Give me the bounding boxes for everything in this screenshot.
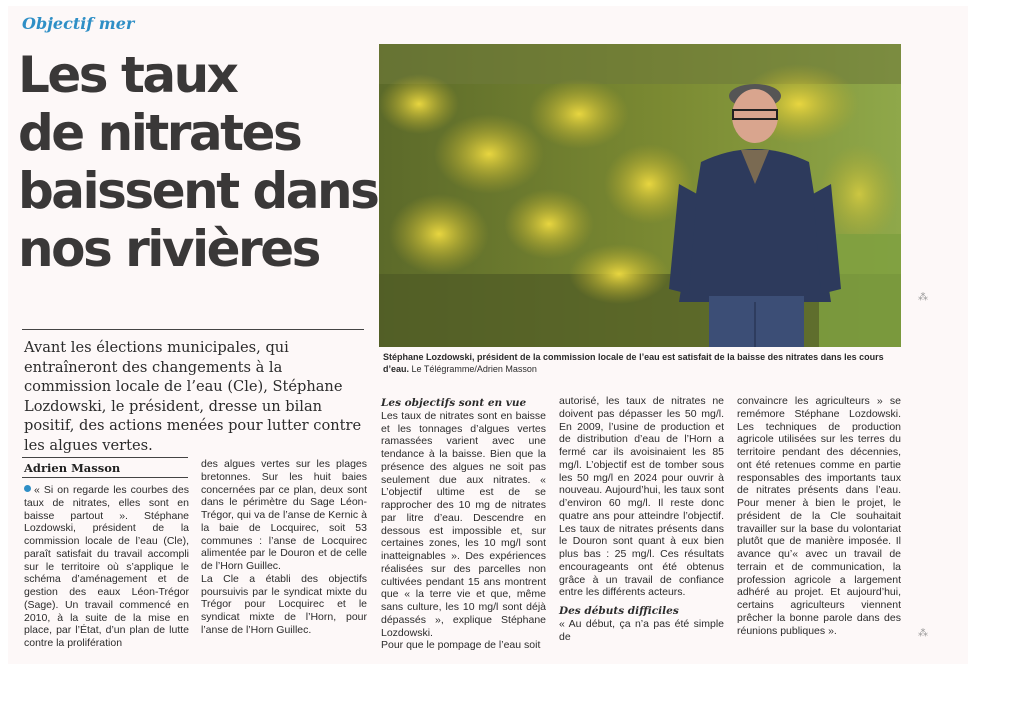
chapeau: Avant les élections municipales, qui entraîneront des changements à la commission locale de l’eau (Cle), Stéphane Lozdowski, le président, dresse un bilan positif, des actions menées pour lutter contre les algues vertes. bbox=[24, 339, 362, 454]
paragraph: convaincre les agriculteurs » se remémore Stéphane Lozdowski. Les techniques de production agricole utilisées sur les terres du territoire pendant des décennies, ont été retenues comme en partie responsables des importants taux de nitrates présents dans l’eau. Pour mener à bien le projet, le président de la Cle souhaitait travailler sur la base du volontariat plutôt que de manière imposée. Il avance qu’« avec un travail de terrain et de communication, la profession agricole a largement adhéré au projet. Et aujourd’hui, certains agriculteurs viennent prêcher la bonne parole dans des réunions publiques ». bbox=[737, 395, 901, 637]
byline-divider bbox=[22, 477, 188, 478]
photo-caption bbox=[383, 351, 901, 375]
headline-line: baissent dans bbox=[18, 162, 378, 220]
paragraph: « Au début, ça n’a pas été simple de bbox=[559, 617, 724, 643]
subheading: Les objectifs sont en vue bbox=[381, 397, 527, 409]
headline bbox=[18, 46, 378, 278]
headline-line: de nitrates bbox=[18, 104, 301, 162]
caption-text: Stéphane Lozdowski, président de la commission locale de l’eau est satisfait de la baisse des nitrates dans les cours d’eau. bbox=[383, 352, 884, 374]
end-ornament-icon: ⁂ bbox=[918, 292, 928, 303]
article-photo bbox=[379, 44, 901, 347]
article-column-5 bbox=[737, 395, 901, 637]
paragraph: des algues vertes sur les plages bretonnes. Sur les huit baies concernées par ce plan, deux sont dans le périmètre du Sage Léon-Trégor, qui va de l’anse de Kernic à la baie de Locquirec, soit 53 communes : l’anse de Locquirec alimentée par le Douron et de celle de l’Horn Guillec. bbox=[201, 458, 367, 572]
paragraph: autorisé, les taux de nitrates ne doivent pas dépasser les 50 mg/l. En 2009, l’usine de production et de distribution d’eau de l’Horn a fermé car ils avoisinaient les 85 mg/l. L’objectif est de tomber sous les 50 mg/l en 2024 pour ouvrir à nouveau. Aujourd’hui, les taux sont d’environ 60 mg/l. Il reste donc quatre ans pour atteindre l’objectif. Les taux de nitrates présents dans le Douron sont quant à eux bien plus bas : 25 mg/l. Ces résultats encourageants ont été obtenus grâce à un travail de confiance entre les différents acteurs. bbox=[559, 395, 724, 599]
paragraph: La Cle a établi des objectifs poursuivis par le syndicat mixte du Trégor pour Locquirec et le syndicat mixte de l’Horn, pour l’anse de l’Horn Guillec. bbox=[201, 572, 367, 636]
paragraph-text: « Si on regarde les courbes des taux de nitrates, elles sont en baisse partout ». Stéphane Lozdowski, président de la commission locale de l’eau (Cle), paraît satisfait du travail accompli sur le territoire où s’applique le schéma d’aménagement et de gestion des eaux Léon-Trégor (Sage). Un travail commencé en 2010, à la suite de la mise en place, par l’État, d’un plan de lutte contre la prolifération bbox=[24, 484, 189, 649]
headline-line: Les taux bbox=[18, 46, 237, 104]
byline: Adrien Masson bbox=[24, 461, 121, 475]
subheading: Des débuts difficiles bbox=[559, 605, 679, 617]
article-column-2 bbox=[201, 458, 367, 637]
article-column-3 bbox=[381, 397, 546, 652]
end-ornament-icon: ⁂ bbox=[918, 628, 928, 639]
photo-image bbox=[379, 44, 901, 347]
bullet-icon bbox=[24, 485, 31, 492]
byline-divider bbox=[22, 457, 188, 458]
paragraph bbox=[24, 484, 189, 650]
article-column-4 bbox=[559, 395, 724, 643]
photo-credit: Le Télégramme/Adrien Masson bbox=[411, 364, 537, 374]
headline-divider bbox=[22, 329, 364, 330]
headline-line: nos rivières bbox=[18, 220, 319, 278]
paragraph: Pour que le pompage de l’eau soit bbox=[381, 639, 541, 652]
section-rubric: Objectif mer bbox=[22, 14, 135, 33]
paragraph: Les taux de nitrates sont en baisse et les tonnages d’algues vertes ramassées varient avec une tendance à la baisse. Bien que la présence des algues ne soit pas seulement due aux nitrates. « L’objectif ultime est de se rapprocher des 10 mg de nitrates par litre d’eau. Descendre en dessous est impossible et, sur certaines zones, les 10 mg/l sont inatteignables ». Des expériences réalisées sur des parcelles non cultivées pendant 15 ans montrent que « la terre vie et que, même sans culture, les 10 mg/l sont déjà dépassés », explique Stéphane Lozdowski. bbox=[381, 409, 546, 639]
article-column-1 bbox=[24, 484, 189, 650]
